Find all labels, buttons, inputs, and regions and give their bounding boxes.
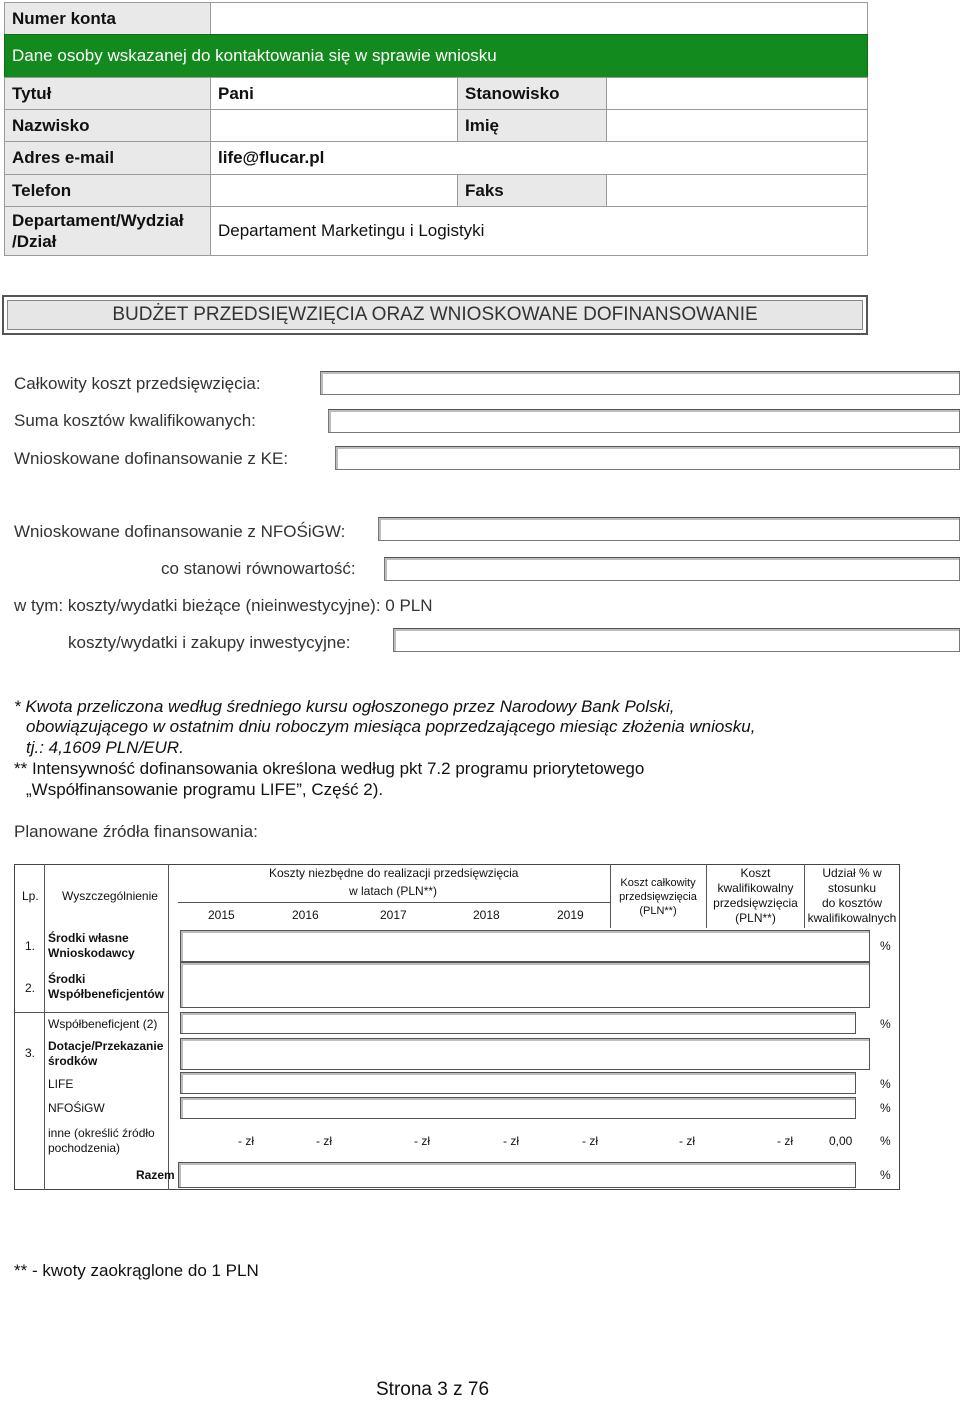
row2-lp: 2.: [25, 981, 36, 995]
row1-lp: 1.: [25, 939, 36, 953]
phone-label: Telefon: [4, 174, 211, 207]
row1-spec-line1: Środki własne: [48, 931, 129, 945]
row2-spec-line2: Współbeneficjentów: [48, 987, 165, 1001]
total-label: Razem: [136, 1168, 175, 1182]
other-source-line1: inne (określić źródło: [48, 1126, 155, 1140]
account-number-label: Numer konta: [4, 2, 211, 35]
eligible-sum-label: Suma kosztów kwalifikowanych:: [14, 411, 256, 430]
col-eligible-header: [707, 866, 804, 926]
other-percent: %: [880, 1134, 891, 1148]
title-value[interactable]: Pani: [210, 77, 458, 110]
note-intensity-line1: ** Intensywność dofinansowania określona według pkt 7.2 programu priorytetowego: [14, 759, 645, 778]
note-exchange-line1: * Kwota przeliczona według średniego kursu ogłoszonego przez Narodowy Bank Polski,: [14, 697, 675, 716]
budget-header: BUDŻET PRZEDSIĘWZIĘCIA ORAZ WNIOSKOWANE DOFINANSOWANIE: [7, 300, 863, 330]
col-share-header-line1: Udział % w: [822, 866, 882, 880]
col-costs-header-line1: Koszty niezbędne do realizacji przedsięwzięcia: [269, 866, 519, 880]
row-divider: [178, 902, 610, 903]
total-percent: %: [880, 1168, 891, 1182]
col-divider: [44, 864, 45, 1190]
col-share-header-line4: kwalifikowalnych: [807, 911, 897, 925]
year-2018: 2018: [473, 908, 500, 922]
col-total-header: [612, 876, 704, 918]
ke-funding-input[interactable]: [335, 446, 960, 470]
surname-label: Nazwisko: [4, 109, 211, 142]
firstname-label: Imię: [457, 109, 607, 142]
col-costs-header-line2: w latach (PLN**): [349, 884, 438, 898]
col-divider: [610, 864, 611, 928]
department-field[interactable]: Departament Marketingu i Logistyki: [210, 206, 868, 256]
year-2017: 2017: [380, 908, 407, 922]
year-2019: 2019: [557, 908, 584, 922]
nfosigw-funding-input[interactable]: [378, 517, 960, 541]
budget-header-frame: [2, 295, 868, 335]
other-share: 0,00: [829, 1134, 853, 1148]
row3-spec-line2: środków: [48, 1054, 98, 1068]
other-2015[interactable]: - zł: [238, 1134, 254, 1148]
email-label: Adres e-mail: [4, 141, 211, 175]
row2-sub-label: Współbeneficjent (2): [48, 1017, 158, 1031]
year-2016: 2016: [292, 908, 319, 922]
row2-spec: [48, 972, 164, 1002]
sources-heading: Planowane źródła finansowania:: [14, 822, 258, 841]
col-total-header-line1: Koszt całkowity: [620, 877, 696, 889]
department-label-line2: /Dział: [12, 232, 57, 251]
col-eligible-header-line4: (PLN**): [735, 911, 776, 925]
current-costs-label: w tym: koszty/wydatki bieżące (nieinwestycyjne): 0 PLN: [14, 596, 433, 615]
page-number: Strona 3 z 76: [376, 1379, 490, 1400]
nfosigw-label: NFOŚiGW: [48, 1101, 105, 1115]
row2-sub-input[interactable]: [180, 1012, 856, 1034]
row1-percent: %: [880, 939, 891, 953]
row3-amounts-input[interactable]: [180, 1038, 870, 1070]
surname-field[interactable]: [210, 109, 458, 142]
firstname-field[interactable]: [606, 109, 868, 142]
col-share-header-line2: stosunku: [827, 881, 877, 895]
rounding-note: ** - kwoty zaokrąglone do 1 PLN: [14, 1261, 259, 1280]
note-intensity-line2: „Współfinansowanie programu LIFE”, Część 2).: [26, 780, 384, 799]
row2-amounts-input[interactable]: [180, 962, 870, 1008]
col-share-header: [805, 866, 899, 926]
fax-label: Faks: [457, 174, 607, 207]
life-percent: %: [880, 1077, 891, 1091]
col-divider: [168, 864, 169, 1190]
total-cost-input[interactable]: [320, 371, 960, 395]
other-eligible[interactable]: - zł: [777, 1134, 793, 1148]
department-label-line1: Departament/Wydział: [12, 211, 184, 230]
other-source-label: [48, 1126, 155, 1156]
life-label: LIFE: [48, 1077, 74, 1091]
row2-sub-percent: %: [880, 1017, 891, 1031]
nfosigw-percent: %: [880, 1101, 891, 1115]
other-2018[interactable]: - zł: [503, 1134, 519, 1148]
contact-section-title: Dane osoby wskazanej do kontaktowania się w sprawie wniosku: [4, 34, 868, 78]
col-spec-header: Wyszczególnienie: [62, 889, 158, 903]
row3-spec-line1: Dotacje/Przekazanie: [48, 1039, 164, 1053]
row2-spec-line1: Środki: [48, 972, 86, 986]
other-source-line2: pochodzenia): [48, 1141, 121, 1155]
other-2019[interactable]: - zł: [582, 1134, 598, 1148]
position-field[interactable]: [606, 77, 868, 110]
email-field[interactable]: life@flucar.pl: [210, 141, 868, 175]
row3-lp: 3.: [25, 1046, 36, 1060]
nfosigw-funding-label: Wnioskowane dofinansowanie z NFOŚiGW:: [14, 522, 346, 541]
row-divider: [14, 1012, 168, 1013]
total-input[interactable]: [178, 1162, 856, 1188]
col-share-header-line3: do kosztów: [821, 896, 883, 910]
row1-spec-line2: Wnioskodawcy: [48, 946, 135, 960]
life-input[interactable]: [180, 1072, 856, 1094]
equivalent-input[interactable]: [384, 557, 960, 581]
nfosigw-input[interactable]: [180, 1097, 856, 1119]
phone-field[interactable]: [210, 174, 458, 207]
total-cost-label: Całkowity koszt przedsięwzięcia:: [14, 374, 261, 393]
col-eligible-header-line1: Koszt: [740, 866, 771, 880]
note-exchange-line3: tj.: 4,1609 PLN/EUR.: [26, 738, 184, 757]
col-total-header-line3: (PLN**): [639, 905, 677, 917]
account-number-field[interactable]: [210, 2, 868, 35]
investment-costs-label: koszty/wydatki i zakupy inwestycyjne:: [68, 633, 351, 652]
ke-funding-label: Wnioskowane dofinansowanie z KE:: [14, 449, 289, 468]
position-label: Stanowisko: [457, 77, 607, 110]
equivalent-label: co stanowi równowartość:: [161, 559, 356, 578]
year-2015: 2015: [208, 908, 235, 922]
row3-spec: [48, 1039, 163, 1069]
eligible-sum-input[interactable]: [328, 409, 960, 433]
col-eligible-header-line3: przedsięwzięcia: [713, 896, 798, 910]
row1-spec: [48, 931, 135, 961]
col-lp-header: Lp.: [22, 889, 39, 903]
other-2016[interactable]: - zł: [316, 1134, 332, 1148]
investment-costs-input[interactable]: [393, 628, 960, 652]
col-total-header-line2: przedsięwzięcia: [619, 891, 697, 903]
department-label: [4, 206, 211, 256]
note-exchange-line2: obowiązującego w ostatnim dniu roboczym miesiąca poprzedzającego miesiąc złożenia wniosku,: [26, 717, 756, 736]
fax-field[interactable]: [606, 174, 868, 207]
other-2017[interactable]: - zł: [414, 1134, 430, 1148]
other-total[interactable]: - zł: [679, 1134, 695, 1148]
title-label: Tytuł: [4, 77, 211, 110]
row1-amounts-input[interactable]: [180, 930, 870, 962]
col-eligible-header-line2: kwalifikowalny: [717, 881, 794, 895]
